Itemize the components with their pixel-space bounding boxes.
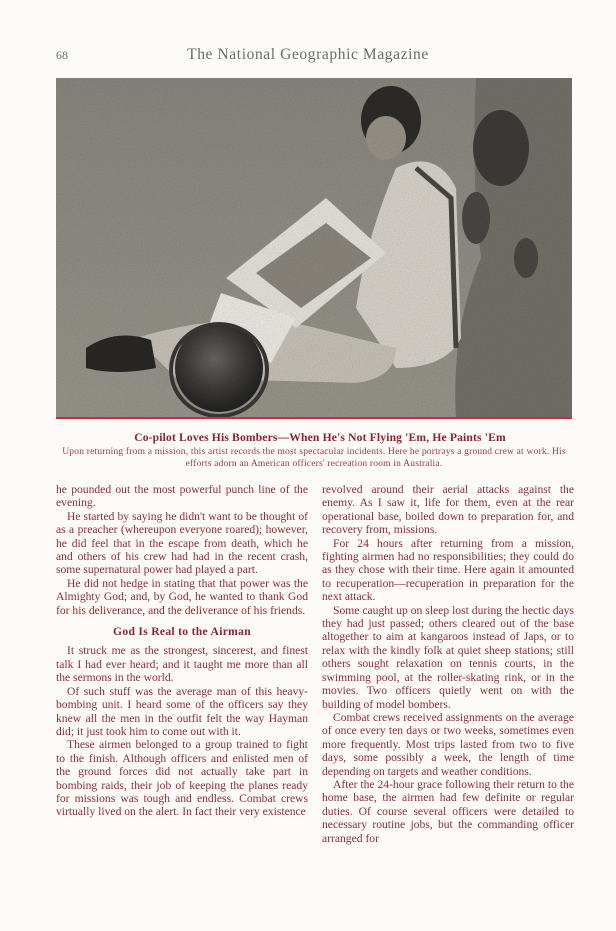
photo-illustration — [56, 78, 572, 419]
photograph — [56, 78, 572, 419]
paragraph: These airmen belonged to a group trained to fight to the finish. Although officers and enlisted men of the ground forces did not actually take part in bombing raids, their job of keeping the planes ready for missions was tough and endless. Combat crews virtually lived on the alert. In fact their very existence — [56, 738, 308, 819]
page-header — [0, 46, 616, 66]
paragraph: he pounded out the most powerful punch line of the evening. — [56, 483, 308, 510]
right-column — [322, 483, 574, 845]
paragraph: Of such stuff was the average man of this heavy-bombing unit. I heard some of the officers say they knew all the men in the outfit felt the way Hayman did; it just took him to come out with it. — [56, 684, 308, 738]
running-title: The National Geographic Magazine — [187, 46, 429, 63]
paragraph: Combat crews received assignments on the average of once every ten days or two weeks, sometimes even more frequently. Most trips lasted from two to five days, some possibly a week, the length of time depending on targets and weather conditions. — [322, 710, 574, 778]
page-number: 68 — [56, 48, 68, 62]
section-subhead: God Is Real to the Airman — [113, 625, 251, 639]
paragraph: He started by saying he didn't want to be thought of as a preacher (whereupon everyone roared); however, he did feel that in the escape from death, which he and others of his crew had had in the recent crash, some supernatural power had played a part. — [56, 509, 308, 577]
paragraph: It struck me as the strongest, sincerest, and finest talk I had ever heard; and it taught me more than all the sermons in the world. — [56, 644, 308, 685]
caption-title: Co-pilot Loves His Bombers—When He's Not Flying 'Em, He Paints 'Em — [134, 431, 506, 444]
caption-body: Upon returning from a mission, this artist records the most spectacular incidents. Here he portrays a ground crew at work. His efforts adorn an American officers' recreation room in Australia. — [62, 447, 566, 469]
paragraph: After the 24-hour grace following their return to the home base, the airmen had few definite or regular duties. Of course several officers were detailed to necessary routine jobs, but the commanding officer arranged for — [322, 777, 574, 845]
paragraph: For 24 hours after returning from a mission, fighting airmen had no responsibilities; they could do as they chose with their time. Here again it amounted to recuperation—recuperation in preparation for the next attack. — [322, 536, 574, 604]
paragraph: revolved around their aerial attacks against the enemy. As I saw it, life for them, even at the rear operational base, boiled down to preparation for, and recovery from, missions. — [322, 483, 574, 537]
paragraph: Some caught up on sleep lost during the hectic days they had just passed; others cleared out of the base altogether to aim at kangaroos instead of Japs, or to relax with the kindly folk at quiet sheep stations; still others sought relaxation on tennis courts, in the swimming pool, at the roller-skating rink, or in the movies. Two officers quietly went on with the building of model bombers. — [322, 603, 574, 711]
photo-rule — [56, 417, 572, 419]
left-column — [56, 483, 308, 819]
tree-knot — [473, 110, 529, 186]
paragraph: He did not hedge in stating that that power was the Almighty God; and, by God, he wanted to thank God for his deliverance, and the deliverance of his friends. — [56, 576, 308, 617]
